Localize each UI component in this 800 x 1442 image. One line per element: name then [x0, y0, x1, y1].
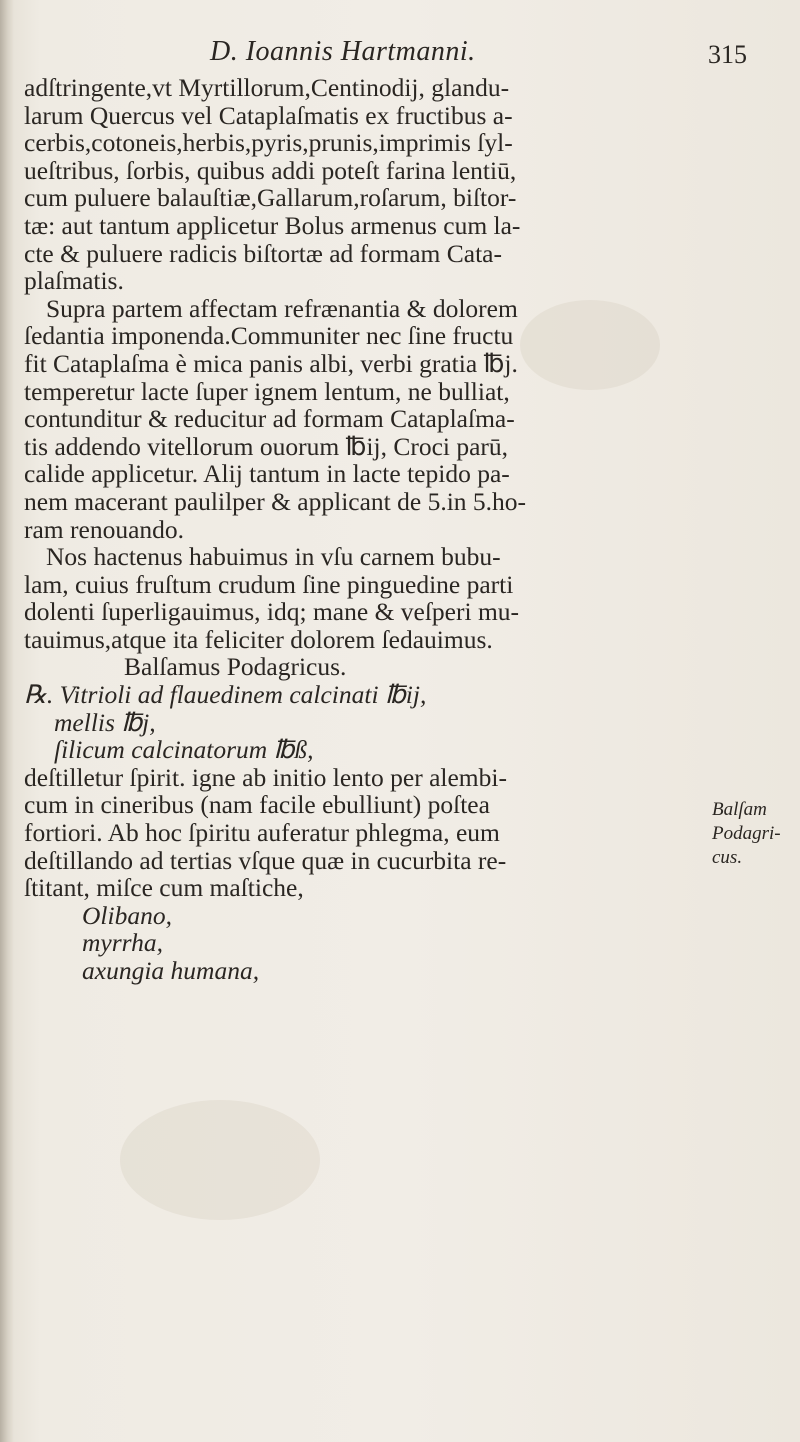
- text-line: ram renouando.: [24, 514, 185, 544]
- paper-stain: [120, 1100, 320, 1220]
- text-line: ſtitant, miſce cum maſtiche,: [24, 873, 304, 903]
- ingredient-line: Olibano,: [82, 900, 172, 930]
- text-line: cte & puluere radicis biſtortæ ad formam Cata-: [24, 238, 502, 268]
- text-line: ſedantia imponenda.Communiter nec ſine fructu: [24, 321, 514, 351]
- text-line: Nos hactenus habuimus in vſu carnem bubu-: [46, 542, 501, 572]
- text-line: deſtillando ad tertias vſque quæ in cucurbita re-: [24, 845, 507, 875]
- text-line: plaſmatis.: [24, 266, 124, 296]
- margin-note: [712, 798, 800, 870]
- text-line: fortiori. Ab hoc ſpiritu auferatur phlegma, eum: [24, 818, 500, 848]
- recipe-line: ℞. Vitrioli ad flauedinem calcinati ℔ij,: [24, 680, 427, 710]
- text-line: Supra partem affectam refrænantia & dolorem: [46, 293, 518, 323]
- ingredient-line: axungia humana,: [82, 956, 260, 985]
- ingredient-line: myrrha,: [82, 928, 163, 958]
- text-line: temperetur lacte ſuper ignem lentum, ne bulliat,: [24, 376, 510, 406]
- text-line: lam, cuius fruſtum crudum ſine pinguedine parti: [24, 569, 514, 599]
- margin-note-line: cus.: [712, 847, 743, 868]
- margin-note-line: Podagri-: [712, 823, 781, 844]
- text-line: ueſtribus, ſorbis, quibus addi poteſt farina lentiū,: [24, 155, 517, 185]
- text-line: dolenti ſuperligauimus, idq; mane & veſperi mu-: [24, 597, 520, 627]
- text-line: cerbis,cotoneis,herbis,pyris,prunis,imprimis ſyl-: [24, 128, 513, 158]
- margin-note-line: Balſam: [712, 799, 767, 820]
- running-head: D. Ioannis Hartmanni.: [210, 36, 476, 67]
- page-header: [0, 30, 800, 70]
- text-line: tauimus,atque ita feliciter dolorem ſedauimus.: [24, 624, 493, 654]
- text-line: tæ: aut tantum applicetur Bolus armenus cum la-: [24, 210, 521, 240]
- recipe-title: Balſamus Podagricus.: [124, 652, 347, 682]
- page-number: 315: [708, 40, 747, 69]
- text-line: deſtilletur ſpirit. igne ab initio lento per alembi-: [24, 762, 507, 792]
- text-line: cum in cineribus (nam facile ebulliunt) poſtea: [24, 790, 490, 820]
- book-spine-shadow: [0, 0, 14, 1442]
- text-line: fit Cataplaſma è mica panis albi, verbi gratia ℔j.: [24, 348, 518, 378]
- text-line: calide applicetur. Alij tantum in lacte tepido pa-: [24, 459, 510, 489]
- text-line: contunditur & reducitur ad formam Cataplaſma-: [24, 404, 515, 434]
- body-text: [24, 74, 654, 985]
- text-line: larum Quercus vel Cataplaſmatis ex fructibus a-: [24, 100, 513, 130]
- text-line: adſtringente,vt Myrtillorum,Centinodij, glandu-: [24, 73, 510, 102]
- recipe-line: mellis ℔j,: [54, 707, 156, 737]
- text-line: tis addendo vitellorum ouorum ℔ij, Croci parū,: [24, 431, 509, 461]
- recipe-line: ſilicum calcinatorum ℔ß,: [54, 735, 314, 765]
- text-line: cum puluere balauſtiæ,Gallarum,roſarum, biſtor-: [24, 183, 517, 213]
- text-line: nem macerant paulilper & applicant de 5.in 5.ho-: [24, 486, 527, 516]
